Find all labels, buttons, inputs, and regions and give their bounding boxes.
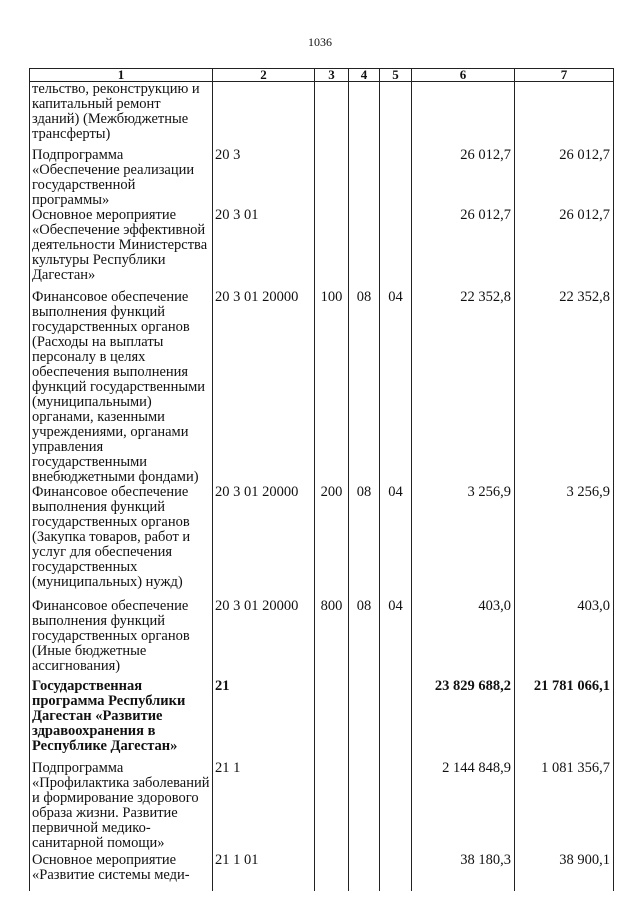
row-name: Основное мероприятие «Обеспечение эффективной деятельности Министерства культуры Республики Дагестан» bbox=[30, 208, 213, 290]
row-subsection bbox=[380, 853, 412, 891]
row-name: Основное мероприятие «Развитие системы меди- bbox=[30, 853, 213, 891]
row-section bbox=[349, 761, 380, 853]
header-col-1: 1 bbox=[30, 69, 213, 82]
row-name: Государственная программа Республики Дагестан «Развитие здравоохранения в Республике Дагестан» bbox=[30, 679, 213, 761]
row-amount-6: 403,0 bbox=[412, 599, 515, 679]
header-col-7: 7 bbox=[515, 69, 614, 82]
table-row bbox=[30, 599, 614, 679]
row-code: 21 bbox=[213, 679, 315, 761]
row-amount-6: 22 352,8 bbox=[412, 290, 515, 485]
row-expense-type bbox=[315, 853, 349, 891]
header-col-5: 5 bbox=[380, 69, 412, 82]
row-amount-7: 3 256,9 bbox=[515, 485, 614, 599]
table-row bbox=[30, 853, 614, 891]
table-row bbox=[30, 761, 614, 853]
row-subsection: 04 bbox=[380, 485, 412, 599]
row-expense-type: 200 bbox=[315, 485, 349, 599]
row-section: 08 bbox=[349, 485, 380, 599]
row-expense-type bbox=[315, 761, 349, 853]
row-code: 21 1 01 bbox=[213, 853, 315, 891]
row-name: тельство, реконструкцию и капитальный ремонт зданий) (Межбюджетные трансферты) bbox=[30, 82, 213, 149]
row-subsection: 04 bbox=[380, 599, 412, 679]
row-name: Финансовое обеспечение выполнения функций государственных органов (Закупка товаров, работ и услуг для обеспечения государственных (муниципальных) нужд) bbox=[30, 485, 213, 599]
table-header-row bbox=[30, 69, 614, 82]
budget-table bbox=[29, 68, 614, 891]
table-row bbox=[30, 679, 614, 761]
row-code: 20 3 01 bbox=[213, 208, 315, 290]
row-subsection bbox=[380, 208, 412, 290]
row-section bbox=[349, 148, 380, 208]
header-col-6: 6 bbox=[412, 69, 515, 82]
row-subsection bbox=[380, 82, 412, 149]
row-amount-7: 38 900,1 bbox=[515, 853, 614, 891]
row-expense-type: 800 bbox=[315, 599, 349, 679]
header-col-3: 3 bbox=[315, 69, 349, 82]
table-row bbox=[30, 485, 614, 599]
row-amount-6 bbox=[412, 82, 515, 149]
row-section bbox=[349, 853, 380, 891]
table-row bbox=[30, 208, 614, 290]
row-expense-type bbox=[315, 679, 349, 761]
row-subsection bbox=[380, 761, 412, 853]
row-amount-6: 2 144 848,9 bbox=[412, 761, 515, 853]
row-amount-7: 26 012,7 bbox=[515, 148, 614, 208]
row-amount-7 bbox=[515, 82, 614, 149]
row-amount-6: 38 180,3 bbox=[412, 853, 515, 891]
table-row bbox=[30, 290, 614, 485]
row-expense-type: 100 bbox=[315, 290, 349, 485]
row-name: Финансовое обеспечение выполнения функций государственных органов (Расходы на выплаты персоналу в целях обеспечения выполнения функций государственными (муниципальными) органами, казенными учреждениями, органами управления государственными внебюджетными фондами) bbox=[30, 290, 213, 485]
row-section bbox=[349, 82, 380, 149]
row-subsection: 04 bbox=[380, 290, 412, 485]
row-amount-6: 26 012,7 bbox=[412, 148, 515, 208]
row-code: 20 3 01 20000 bbox=[213, 599, 315, 679]
row-name: Подпрограмма «Профилактика заболеваний и формирование здорового образа жизни. Развитие первичной медико-санитарной помощи» bbox=[30, 761, 213, 853]
row-code: 20 3 01 20000 bbox=[213, 290, 315, 485]
row-expense-type bbox=[315, 208, 349, 290]
row-section: 08 bbox=[349, 290, 380, 485]
row-subsection bbox=[380, 148, 412, 208]
row-subsection bbox=[380, 679, 412, 761]
row-amount-7: 22 352,8 bbox=[515, 290, 614, 485]
row-amount-7: 403,0 bbox=[515, 599, 614, 679]
table-row bbox=[30, 82, 614, 149]
row-amount-6: 26 012,7 bbox=[412, 208, 515, 290]
row-code: 20 3 01 20000 bbox=[213, 485, 315, 599]
page-number: 1036 bbox=[308, 35, 332, 49]
row-amount-6: 3 256,9 bbox=[412, 485, 515, 599]
row-amount-7: 1 081 356,7 bbox=[515, 761, 614, 853]
row-code: 21 1 bbox=[213, 761, 315, 853]
row-amount-7: 26 012,7 bbox=[515, 208, 614, 290]
row-expense-type bbox=[315, 82, 349, 149]
row-expense-type bbox=[315, 148, 349, 208]
header-col-4: 4 bbox=[349, 69, 380, 82]
row-section bbox=[349, 208, 380, 290]
row-name: Финансовое обеспечение выполнения функций государственных органов (Иные бюджетные ассигнования) bbox=[30, 599, 213, 679]
row-name: Подпрограмма «Обеспечение реализации государственной программы» bbox=[30, 148, 213, 208]
row-code bbox=[213, 82, 315, 149]
row-section bbox=[349, 679, 380, 761]
row-section: 08 bbox=[349, 599, 380, 679]
header-col-2: 2 bbox=[213, 69, 315, 82]
row-amount-7: 21 781 066,1 bbox=[515, 679, 614, 761]
table-row bbox=[30, 148, 614, 208]
row-code: 20 3 bbox=[213, 148, 315, 208]
row-amount-6: 23 829 688,2 bbox=[412, 679, 515, 761]
